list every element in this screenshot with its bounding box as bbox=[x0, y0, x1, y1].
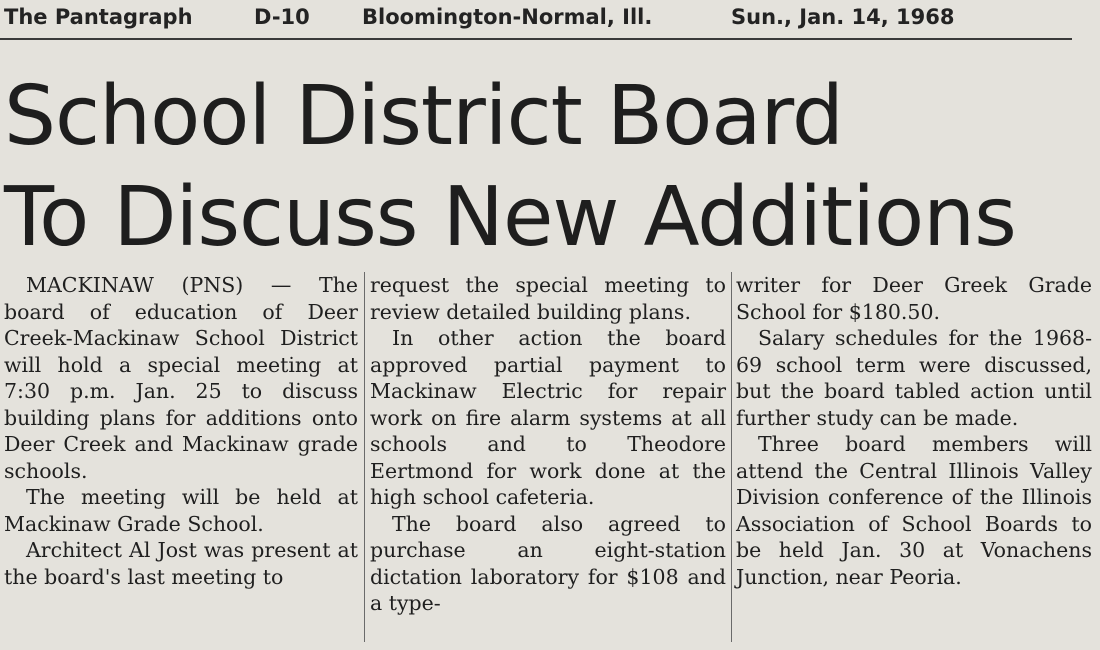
article-paragraph: The board also agreed to purchase an eight-station dictation laboratory for $108 and a type- bbox=[370, 511, 726, 615]
masthead-rule bbox=[0, 38, 1072, 40]
article-paragraph: Salary schedules for the 1968-69 school term were discussed, but the board tabled action until further study can be made. bbox=[736, 326, 1092, 430]
column-divider bbox=[364, 272, 365, 642]
article-paragraph: writer for Deer Greek Grade School for $180.50. bbox=[736, 273, 1092, 324]
article-column-3 bbox=[736, 272, 1092, 590]
dateline-location: Bloomington-Normal, Ill. bbox=[362, 5, 653, 29]
article-paragraph: The meeting will be held at Mackinaw Grade School. bbox=[4, 485, 358, 536]
publication-date: Sun., Jan. 14, 1968 bbox=[731, 5, 955, 29]
headline-line-2: To Discuss New Additions bbox=[4, 170, 1016, 265]
newspaper-name: The Pantagraph bbox=[4, 5, 193, 29]
article-paragraph: MACKINAW (PNS) — The board of education of Deer Creek-Mackinaw School District will hold a special meeting at 7:30 p.m. Jan. 25 to discuss building plans for additions onto Deer Creek and Mackinaw grade schools. bbox=[4, 273, 358, 483]
headline-line-1: School District Board bbox=[4, 69, 843, 164]
column-divider bbox=[731, 272, 732, 642]
article-paragraph: Architect Al Jost was present at the board's last meeting to bbox=[4, 538, 358, 589]
headline bbox=[4, 66, 1094, 268]
article-column-1 bbox=[4, 272, 358, 590]
article-paragraph: request the special meeting to review detailed building plans. bbox=[370, 273, 726, 324]
masthead bbox=[0, 0, 1100, 40]
article-paragraph: Three board members will attend the Central Illinois Valley Division conference of the Illinois Association of School Boards to be held Jan. 30 at Vonachens Junction, near Peoria. bbox=[736, 432, 1092, 589]
article-column-2 bbox=[370, 272, 726, 617]
page-number: D-10 bbox=[254, 5, 310, 29]
article-paragraph: In other action the board approved partial payment to Mackinaw Electric for repair work on fire alarm systems at all schools and to Theodore Eertmond for work done at the high school cafeteria. bbox=[370, 326, 726, 509]
